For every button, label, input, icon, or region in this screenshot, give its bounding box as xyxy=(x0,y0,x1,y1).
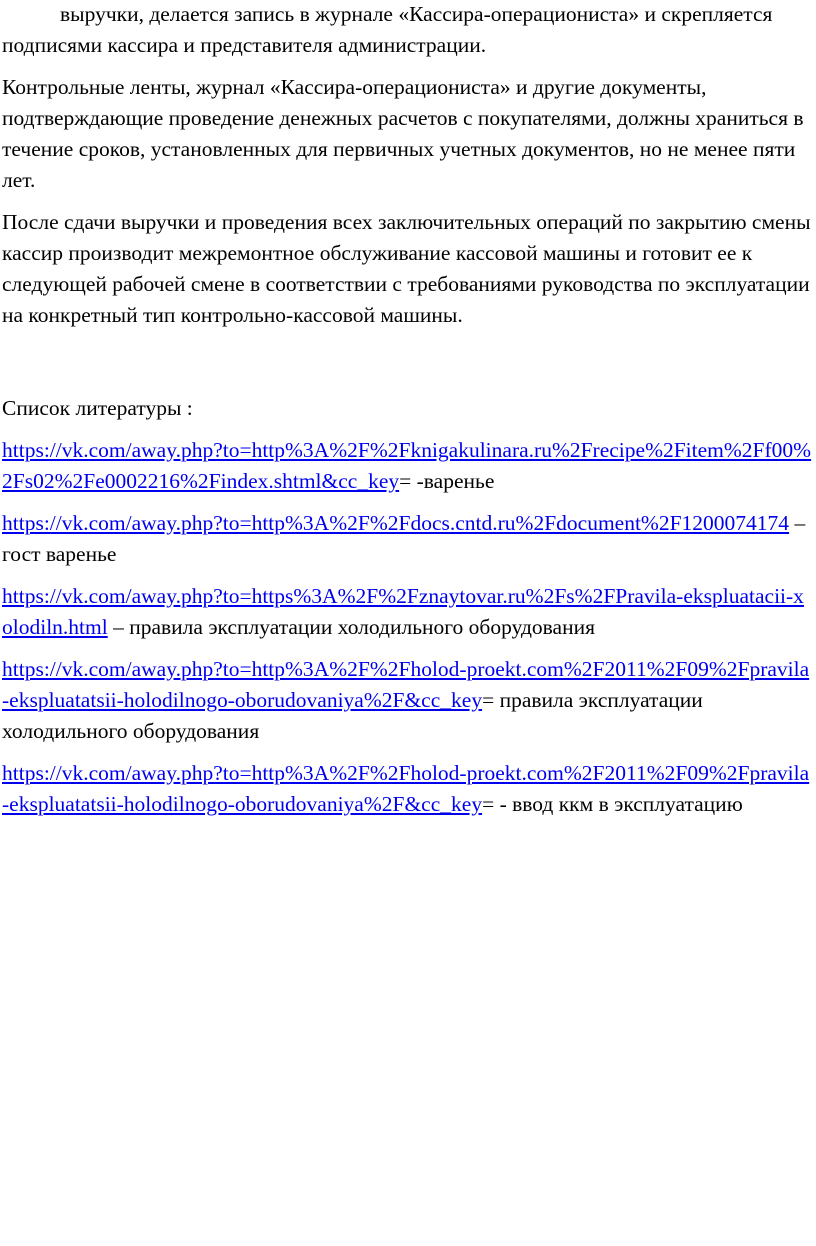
reference-item xyxy=(2,508,812,570)
paragraph-1: выручки, делается запись в журнале «Кассира-операциониста» и скрепляется подписями кассира и представителя администрации. xyxy=(2,2,773,57)
paragraph-3: После сдачи выручки и проведения всех заключительных операций по закрытию смены кассир производит межремонтное обслуживание кассовой машины и готовит ее к следующей рабочей смене в соответствии с требованиями руководства по эксплуатации на конкретный тип контрольно-кассовой машины. xyxy=(2,210,811,327)
reference-description: – гост варенье xyxy=(2,511,806,566)
spacer xyxy=(2,570,812,581)
reference-description: = правила эксплуатации холодильного оборудования xyxy=(2,688,703,743)
reference-link[interactable]: https://vk.com/away.php?to=https%3A%2F%2Fznaytovar.ru%2Fs%2FPravila-ekspluatacii-xolodiln.html xyxy=(2,584,804,639)
reference-item xyxy=(2,581,812,643)
reference-description: = - ввод ккм в эксплуатацию xyxy=(482,792,743,816)
spacer xyxy=(2,61,812,72)
spacer xyxy=(2,747,812,758)
spacer xyxy=(2,196,812,207)
paragraph-2: Контрольные ленты, журнал «Кассира-операциониста» и другие документы, подтверждающие проведение денежных расчетов с покупателями, должны храниться в течение сроков, установленных для первичных учетных документов, но не менее пяти лет. xyxy=(2,75,804,192)
reference-link[interactable]: https://vk.com/away.php?to=http%3A%2F%2Fknigakulinara.ru%2Frecipe%2Fitem%2Ff00%2Fs02%2Fe0002216%2Findex.shtml&cc_key xyxy=(2,438,812,493)
reference-description: = -варенье xyxy=(399,469,495,493)
reference-link[interactable]: https://vk.com/away.php?to=http%3A%2F%2Fdocs.cntd.ru%2Fdocument%2F1200074174 xyxy=(2,511,790,535)
reference-item xyxy=(2,435,812,497)
spacer xyxy=(2,643,812,654)
spacer xyxy=(2,331,812,393)
spacer xyxy=(2,424,812,435)
reference-link[interactable]: https://vk.com/away.php?to=http%3A%2F%2Fholod-proekt.com%2F2011%2F09%2Fpravila-ekspluatatsii-holodilnogo-oborudovaniya%2F&cc_key xyxy=(2,761,810,816)
reference-item xyxy=(2,654,812,747)
bibliography-heading: Список литературы : xyxy=(2,396,193,420)
reference-item xyxy=(2,758,812,820)
spacer xyxy=(2,497,812,508)
reference-link[interactable]: https://vk.com/away.php?to=http%3A%2F%2Fholod-proekt.com%2F2011%2F09%2Fpravila-ekspluatatsii-holodilnogo-oborudovaniya%2F&cc_key xyxy=(2,657,810,712)
reference-description: – правила эксплуатации холодильного оборудования xyxy=(107,615,595,639)
